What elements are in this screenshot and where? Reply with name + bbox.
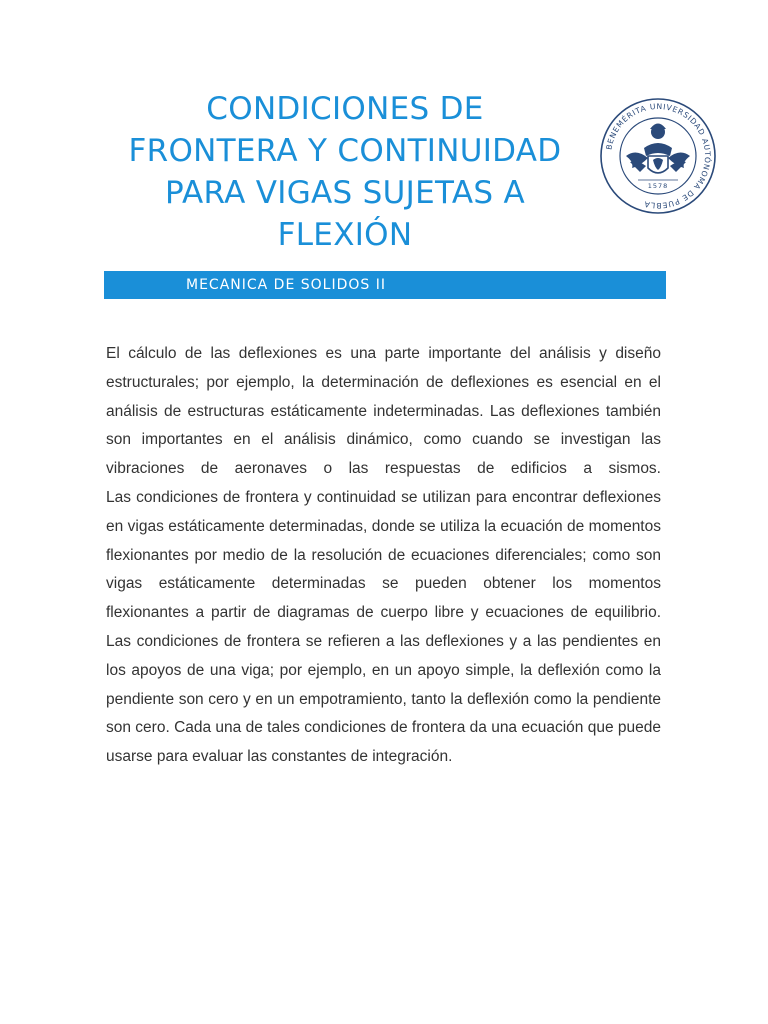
subject-banner: MECANICA DE SOLIDOS II [104, 271, 666, 299]
document-title [100, 88, 590, 256]
title-line: FLEXIÓN [277, 217, 413, 253]
title-line: FRONTERA Y CONTINUIDAD [128, 133, 562, 169]
university-seal-icon [598, 96, 718, 216]
title-line: PARA VIGAS SUJETAS A [165, 175, 525, 211]
paragraph: Las condiciones de frontera se refieren a las deflexiones y a las pendientes en los apoyos de una viga; por ejemplo, en un apoyo simple, la deflexión como la pendiente son cero y en un empotramiento, tanto la deflexión como la pendiente son cero. Cada una de tales condiciones de frontera da una ecuación que puede usarse para evaluar las constantes de integración. [106, 632, 661, 766]
title-line: CONDICIONES DE [206, 91, 484, 127]
seal-ring-text: BENEMÉRITA UNIVERSIDAD AUTÓNOMA DE PUEBLA [604, 101, 713, 211]
document-body [106, 340, 661, 772]
paragraph: Las condiciones de frontera y continuidad se utilizan para encontrar deflexiones en vigas estáticamente determinadas, donde se utiliza la ecuación de momentos flexionantes por medio de la resolución de ecuaciones diferenciales; como son vigas estáticamente determinadas se pueden obtener los momentos flexionantes a partir de diagramas de cuerpo libre y ecuaciones de equilibrio. [106, 488, 661, 622]
paragraph: El cálculo de las deflexiones es una parte importante del análisis y diseño estructurales; por ejemplo, la determinación de deflexiones es esencial en el análisis de estructuras estáticamente indeterminadas. Las deflexiones también son importantes en el análisis dinámico, como cuando se investigan las vibraciones de aeronaves o las respuestas de edificios a sismos. [106, 345, 661, 478]
seal-year: 1578 [647, 182, 669, 190]
